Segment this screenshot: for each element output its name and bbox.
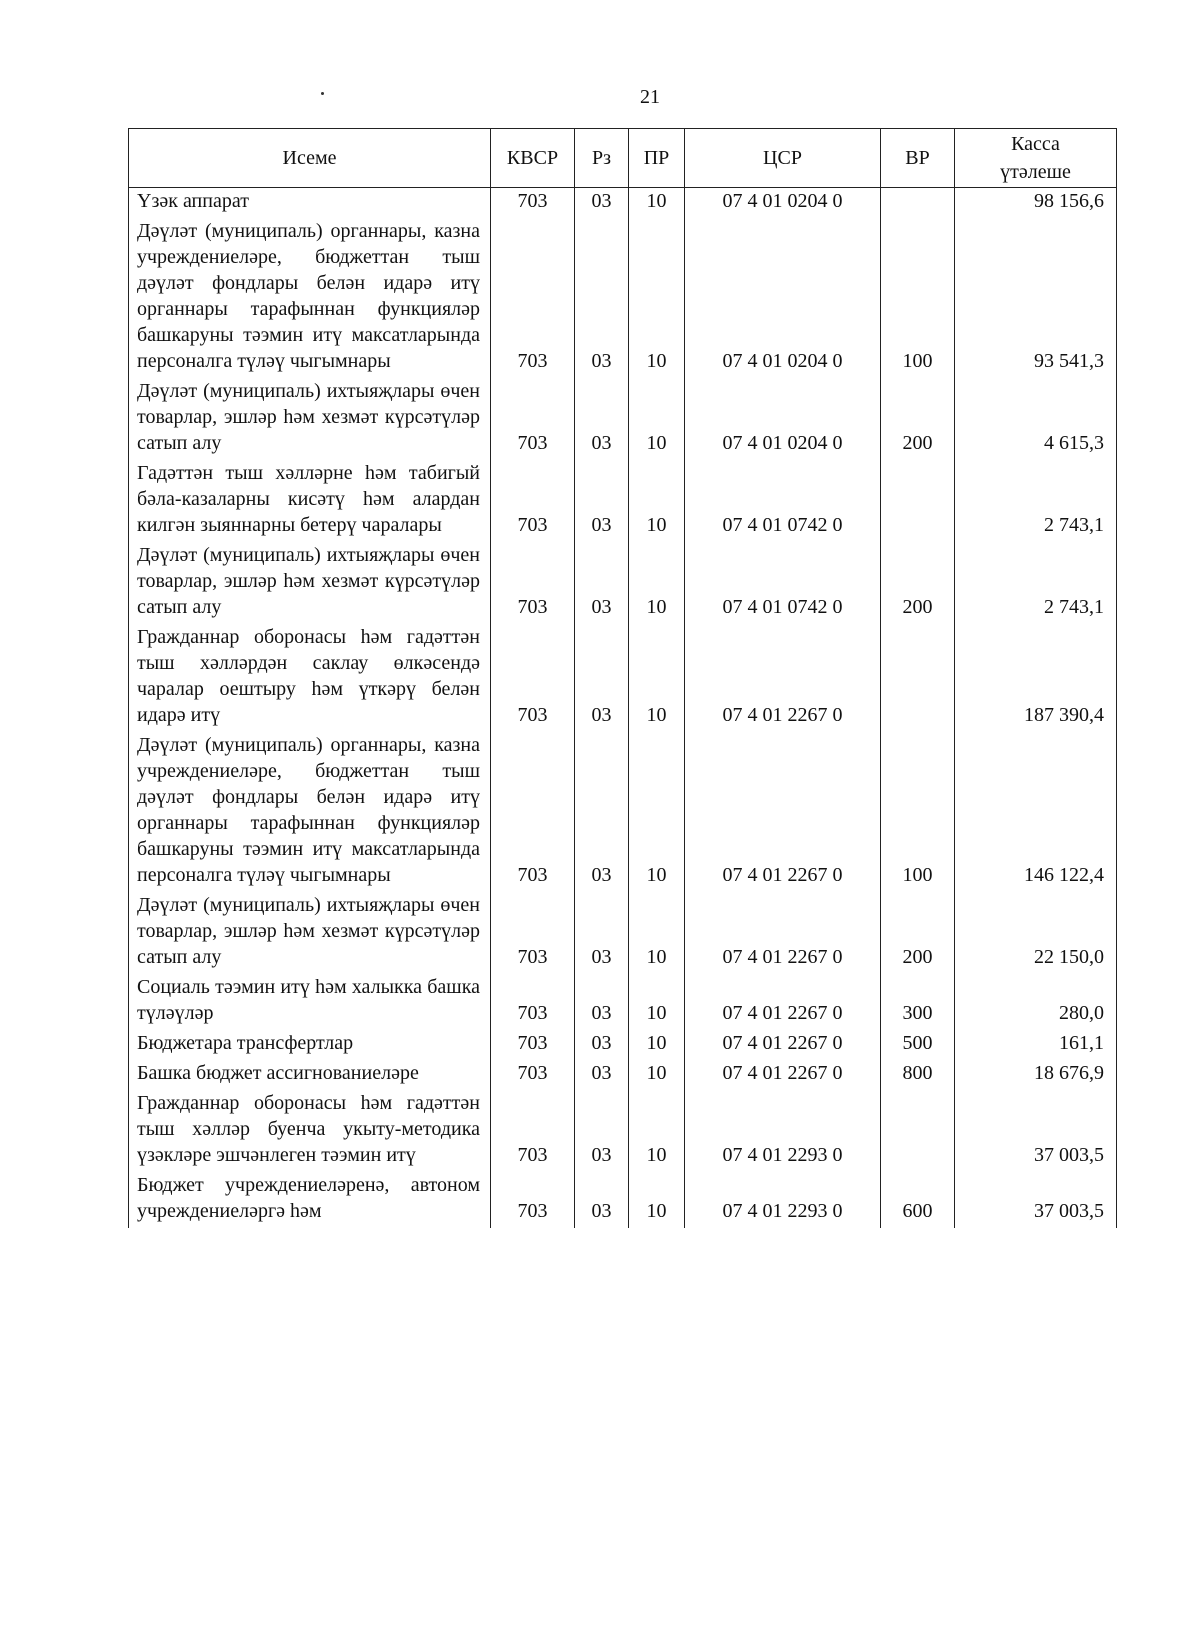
header-kvsr: КВСР xyxy=(491,129,575,188)
cell-pr: 10 xyxy=(629,460,685,542)
budget-table xyxy=(128,128,1117,1228)
cell-csr: 07 4 01 2267 0 xyxy=(685,732,881,892)
cell-kvsr: 703 xyxy=(491,218,575,378)
cell-kvsr: 703 xyxy=(491,542,575,624)
header-name: Исеме xyxy=(129,129,491,188)
cell-kassa: 2 743,1 xyxy=(955,542,1117,624)
cell-kvsr: 703 xyxy=(491,460,575,542)
cell-vr: 200 xyxy=(881,892,955,974)
cell-kassa: 18 676,9 xyxy=(955,1060,1117,1090)
table-row xyxy=(129,1060,1117,1090)
cell-name: Гадәттән тыш хәлләрне һәм табигый бәла-казаларны кисәтү һәм алардан килгән зыяннарны бетерү чаралары xyxy=(129,460,491,542)
cell-rz: 03 xyxy=(575,378,629,460)
cell-name: Үзәк аппарат xyxy=(129,188,491,219)
table-row xyxy=(129,1090,1117,1172)
cell-kassa: 93 541,3 xyxy=(955,218,1117,378)
cell-kvsr: 703 xyxy=(491,1060,575,1090)
cell-vr: 200 xyxy=(881,542,955,624)
cell-csr: 07 4 01 2267 0 xyxy=(685,1030,881,1060)
cell-csr: 07 4 01 2267 0 xyxy=(685,624,881,732)
cell-vr xyxy=(881,188,955,219)
cell-csr: 07 4 01 0204 0 xyxy=(685,188,881,219)
cell-rz: 03 xyxy=(575,1090,629,1172)
cell-rz: 03 xyxy=(575,188,629,219)
table-row xyxy=(129,460,1117,542)
cell-csr: 07 4 01 0204 0 xyxy=(685,218,881,378)
cell-rz: 03 xyxy=(575,892,629,974)
cell-kassa: 98 156,6 xyxy=(955,188,1117,219)
header-csr: ЦСР xyxy=(685,129,881,188)
cell-kvsr: 703 xyxy=(491,188,575,219)
cell-pr: 10 xyxy=(629,624,685,732)
cell-name: Гражданнар оборонасы һәм гадәттән тыш хәлләрдән саклау өлкәсендә чаралар оештыру һәм үткәрү белән идарә итү xyxy=(129,624,491,732)
cell-kvsr: 703 xyxy=(491,378,575,460)
cell-csr: 07 4 01 2267 0 xyxy=(685,974,881,1030)
cell-kassa: 161,1 xyxy=(955,1030,1117,1060)
header-pr: ПР xyxy=(629,129,685,188)
table-row xyxy=(129,218,1117,378)
cell-kassa: 187 390,4 xyxy=(955,624,1117,732)
cell-kvsr: 703 xyxy=(491,732,575,892)
cell-csr: 07 4 01 0204 0 xyxy=(685,378,881,460)
cell-name: Гражданнар оборонасы һәм гадәттән тыш хәлләр буенча укыту-методика үзәкләре эшчәнлеген тәэмин итү xyxy=(129,1090,491,1172)
cell-csr: 07 4 01 2293 0 xyxy=(685,1172,881,1228)
cell-vr: 100 xyxy=(881,732,955,892)
cell-pr: 10 xyxy=(629,542,685,624)
cell-kvsr: 703 xyxy=(491,1172,575,1228)
cell-vr: 600 xyxy=(881,1172,955,1228)
cell-pr: 10 xyxy=(629,974,685,1030)
cell-vr xyxy=(881,1090,955,1172)
cell-name: Дәүләт (муниципаль) ихтыяҗлары өчен товарлар, эшләр һәм хезмәт күрсәтүләр сатып алу xyxy=(129,892,491,974)
cell-name: Социаль тәэмин итү һәм халыкка башка түләүләр xyxy=(129,974,491,1030)
cell-kvsr: 703 xyxy=(491,624,575,732)
cell-kassa: 280,0 xyxy=(955,974,1117,1030)
cell-csr: 07 4 01 0742 0 xyxy=(685,542,881,624)
header-vr: ВР xyxy=(881,129,955,188)
cell-csr: 07 4 01 2293 0 xyxy=(685,1090,881,1172)
table-row xyxy=(129,1172,1117,1228)
page-number: 21 xyxy=(640,86,660,108)
cell-name: Дәүләт (муниципаль) ихтыяҗлары өчен товарлар, эшләр һәм хезмәт күрсәтүләр сатып алу xyxy=(129,378,491,460)
cell-rz: 03 xyxy=(575,974,629,1030)
cell-kvsr: 703 xyxy=(491,1030,575,1060)
cell-rz: 03 xyxy=(575,542,629,624)
cell-pr: 10 xyxy=(629,218,685,378)
cell-rz: 03 xyxy=(575,1060,629,1090)
cell-vr: 100 xyxy=(881,218,955,378)
table-row xyxy=(129,188,1117,219)
cell-vr: 200 xyxy=(881,378,955,460)
cell-vr: 500 xyxy=(881,1030,955,1060)
cell-kassa: 37 003,5 xyxy=(955,1172,1117,1228)
cell-vr: 300 xyxy=(881,974,955,1030)
table-row xyxy=(129,892,1117,974)
header-kassa-line2: үтәлеше xyxy=(1000,161,1071,183)
cell-name: Дәүләт (муниципаль) органнары, казна учреждениеләре, бюджеттан тыш дәүләт фондлары белән идарә итү органнары тарафыннан функцияләр башкаруны тәэмин итү максатларында персоналга түләү чыгымнары xyxy=(129,732,491,892)
cell-pr: 10 xyxy=(629,1172,685,1228)
cell-kvsr: 703 xyxy=(491,892,575,974)
scan-speck xyxy=(321,92,324,95)
cell-pr: 10 xyxy=(629,892,685,974)
table-header xyxy=(129,129,1117,188)
header-kassa-line1: Касса xyxy=(1011,133,1060,155)
cell-csr: 07 4 01 2267 0 xyxy=(685,892,881,974)
cell-name: Дәүләт (муниципаль) органнары, казна учреждениеләре, бюджеттан тыш дәүләт фондлары белән идарә итү органнары тарафыннан функцияләр башкаруны тәэмин итү максатларында персоналга түләү чыгымнары xyxy=(129,218,491,378)
header-rz: Рз xyxy=(575,129,629,188)
header-kassa xyxy=(955,129,1117,188)
cell-kvsr: 703 xyxy=(491,1090,575,1172)
cell-kassa: 4 615,3 xyxy=(955,378,1117,460)
table-row xyxy=(129,378,1117,460)
cell-kassa: 146 122,4 xyxy=(955,732,1117,892)
cell-name: Бюджет учреждениеләренә, автоном учреждениеләргә һәм xyxy=(129,1172,491,1228)
cell-name: Бюджетара трансфертлар xyxy=(129,1030,491,1060)
cell-kvsr: 703 xyxy=(491,974,575,1030)
table-body xyxy=(129,188,1117,1229)
cell-pr: 10 xyxy=(629,1060,685,1090)
cell-kassa: 37 003,5 xyxy=(955,1090,1117,1172)
cell-kassa: 2 743,1 xyxy=(955,460,1117,542)
cell-kassa: 22 150,0 xyxy=(955,892,1117,974)
cell-pr: 10 xyxy=(629,1090,685,1172)
header-row xyxy=(129,129,1117,188)
table-row xyxy=(129,624,1117,732)
cell-rz: 03 xyxy=(575,218,629,378)
cell-pr: 10 xyxy=(629,378,685,460)
cell-rz: 03 xyxy=(575,1030,629,1060)
table-row xyxy=(129,732,1117,892)
cell-csr: 07 4 01 2267 0 xyxy=(685,1060,881,1090)
cell-pr: 10 xyxy=(629,732,685,892)
cell-rz: 03 xyxy=(575,624,629,732)
table-row xyxy=(129,1030,1117,1060)
cell-rz: 03 xyxy=(575,732,629,892)
cell-rz: 03 xyxy=(575,460,629,542)
cell-vr xyxy=(881,624,955,732)
cell-name: Башка бюджет ассигнованиеләре xyxy=(129,1060,491,1090)
cell-pr: 10 xyxy=(629,1030,685,1060)
cell-rz: 03 xyxy=(575,1172,629,1228)
cell-vr: 800 xyxy=(881,1060,955,1090)
table-row xyxy=(129,542,1117,624)
cell-vr xyxy=(881,460,955,542)
cell-csr: 07 4 01 0742 0 xyxy=(685,460,881,542)
table-row xyxy=(129,974,1117,1030)
cell-pr: 10 xyxy=(629,188,685,219)
cell-name: Дәүләт (муниципаль) ихтыяҗлары өчен товарлар, эшләр һәм хезмәт күрсәтүләр сатып алу xyxy=(129,542,491,624)
